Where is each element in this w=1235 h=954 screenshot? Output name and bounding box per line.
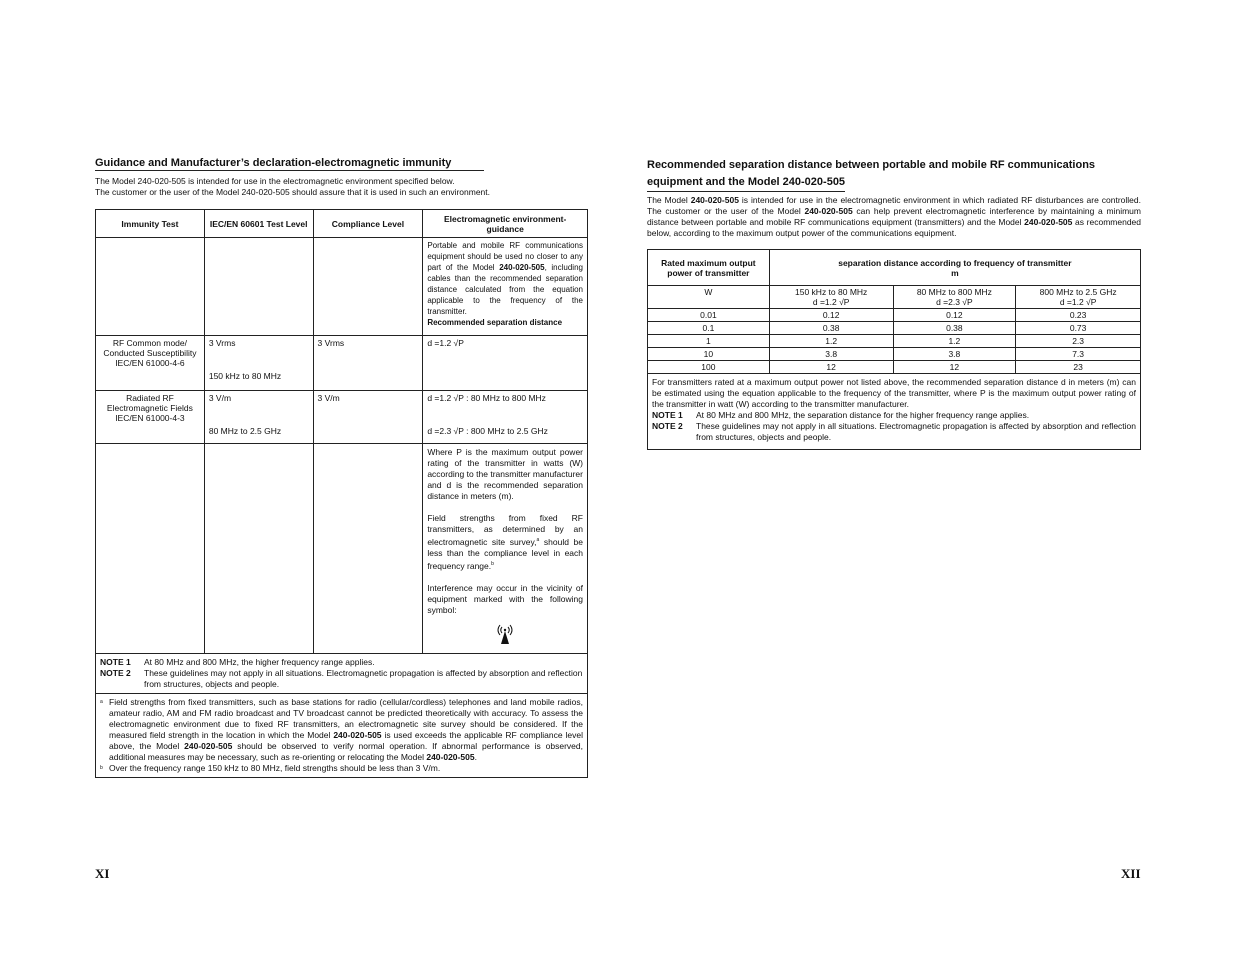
separation-heading-line1: Recommended separation distance between portable and mobile RF communications [647,159,1096,171]
separation-intro: The Model 240-020-505 is intended for use in the electromagnetic environment in which radiated RF disturbances are controlled. The customer or the user of the Model 240-020-505 can help prevent electromagnetic interference by maintaining a minimum distance between portable and mobile RF communications equipment (transmitters) and the Model 240-020-505 as recommended below, according to the maximum output power of the communications equipment. [647,195,1141,238]
separation-footer-row [648,374,1141,450]
radiated-formula-1: d =1.2 √P : 80 MHz to 800 MHz [427,393,546,403]
distance-cell: 0.23 [1016,309,1141,322]
band-header-2: 80 MHz to 800 MHz d =2.3 √P [893,286,1016,309]
interference-text: Interference may occur in the vicinity of equipment marked with the following symbol: [427,582,583,615]
table-row [648,335,1141,348]
power-cell: 100 [648,361,770,374]
header-compliance-level: Compliance Level [313,210,423,238]
distance-cell: 3.8 [893,348,1016,361]
separation-heading [647,157,1141,192]
distance-cell: 1.2 [769,335,893,348]
separation-header-row [648,250,1141,286]
distance-cell: 0.12 [893,309,1016,322]
radiated-rf-level: 3 V/m [208,393,232,403]
band-header-1: 150 kHz to 80 MHz d =1.2 √P [769,286,893,309]
separation-heading-line2: equipment and the Model 240-020-505 [647,174,845,192]
immunity-table [95,209,588,778]
rf-conducted-level: 3 Vrms [208,338,236,348]
power-cell: 0.1 [648,322,770,335]
where-p-text: Where P is the maximum output power rating of the transmitter in watts (W) according to the transmitter manufacturer and d is the recommended separation distance in meters (m). [427,447,583,501]
header-em-guidance: Electromagnetic environment-guidance [423,210,588,238]
immunity-intro-line2: The customer or the user of the Model 240-020-505 should assure that it is used in such an environment. [95,187,491,197]
power-cell: 1 [648,335,770,348]
radiated-rf-test: Radiated RF Electromagnetic Fields IEC/EN 61000-4-3 [96,391,205,444]
distance-cell: 23 [1016,361,1141,374]
header-test-level: IEC/EN 60601 Test Level [204,210,313,238]
distance-cell: 0.38 [893,322,1016,335]
rf-conducted-range: 150 kHz to 80 MHz [208,371,282,381]
rf-conducted-compliance: 3 Vrms [313,336,423,391]
page-number-left: XI [95,866,110,881]
immunity-heading: Guidance and Manufacturer’s declaration-electromagnetic immunity [95,157,484,171]
unit-w: W [648,286,770,309]
header-immunity-test: Immunity Test [96,210,205,238]
distance-cell: 3.8 [769,348,893,361]
radiated-formula-2: d =2.3 √P : 800 MHz to 2.5 GHz [427,426,548,436]
table-row [96,336,588,391]
power-cell: 10 [648,348,770,361]
table-row [96,238,588,336]
power-cell: 0.01 [648,309,770,322]
distance-cell: 12 [769,361,893,374]
immunity-intro [95,176,588,198]
distance-cell: 12 [893,361,1016,374]
page-number-right: XII [1121,866,1141,881]
rf-conducted-formula: d =1.2 √P [423,336,588,391]
table-row [648,348,1141,361]
portable-rf-guidance: Portable and mobile RF communications equipment should be used no closer to any part of the Model 240-020-505, including cables than the recommended separation distance calculated from the equation applicable to the frequency of the transmitter. Recommended separation distance [423,238,588,336]
immunity-table-header-row [96,210,588,238]
immunity-footnotes-row [96,694,588,778]
distance-cell: 0.12 [769,309,893,322]
distance-cell: 7.3 [1016,348,1141,361]
distance-cell: 0.38 [769,322,893,335]
field-strength-text: Field strengths from fixed RF transmitters, as determined by an electromagnetic site survey,$^a$ should be less than the compliance level in each frequency range.$^b$ [427,513,583,571]
table-row [96,391,588,444]
immunity-intro-line1: The Model 240-020-505 is intended for use in the electromagnetic environment specified below. [95,176,455,186]
immunity-notes-row [96,654,588,694]
radiated-rf-range: 80 MHz to 2.5 GHz [208,426,282,436]
immunity-note-1: NOTE 1 At 80 MHz and 800 MHz, the higher frequency range applies. [100,657,375,667]
band-header-3: 800 MHz to 2.5 GHz d =1.2 √P [1016,286,1141,309]
non-ionizing-radiation-icon [427,622,583,649]
footnote-a: a Field strengths from fixed transmitters, such as base stations for radio (cellular/cordless) telephones and land mobile radios, amateur radio, AM and FM radio broadcast and TV broadcast cannot be predicted theoretically with accuracy. To assess the electromagnetic environment due to fixed RF transmitters, an electromagnetic site survey should be considered. If the measured field strength in the location in which the Model 240-020-505 is used exceeds the applicable RF compliance level above, the Model 240-020-505 should be observed to verify normal operation. If abnormal performance is observed, additional measures may be necessary, such as re-orienting or relocating the Model 240-020-505. [100,697,583,762]
separation-band-row [648,286,1141,309]
distance-cell: 0.73 [1016,322,1141,335]
separation-note-2: NOTE 2 These guidelines may not apply in all situations. Electromagnetic propagation is affected by absorption and reflection from structures, objects and people. [652,421,1136,442]
table-row [96,444,588,654]
immunity-note-2: NOTE 2 These guidelines may not apply in all situations. Electromagnetic propagation is affected by absorption and reflection from structures, objects and people. [100,668,583,689]
radiated-rf-compliance: 3 V/m [313,391,423,444]
table-row [648,322,1141,335]
separation-table [647,249,1141,450]
separation-footer-text: For transmitters rated at a maximum output power not listed above, the recommended separation distance d in meters (m) can be estimated using the equation applicable to the frequency of the transmitter, where P is the maximum output power rating of the transmitter in watt (W) according to the transmitter manufacturer. [652,377,1136,409]
header-rated-power: Rated maximum output power of transmitter [648,250,770,286]
rf-conducted-test: RF Common mode/ Conducted Susceptibility IEC/EN 61000-4-6 [96,336,205,391]
distance-cell: 1.2 [893,335,1016,348]
separation-note-1: NOTE 1 At 80 MHz and 800 MHz, the separation distance for the higher frequency range applies. [652,410,1030,420]
distance-cell: 2.3 [1016,335,1141,348]
table-row [648,309,1141,322]
header-separation-distance: separation distance according to frequency of transmitter m [769,250,1140,286]
table-row [648,361,1141,374]
footnote-b: b Over the frequency range 150 kHz to 80 MHz, field strengths should be less than 3 V/m. [100,763,441,773]
